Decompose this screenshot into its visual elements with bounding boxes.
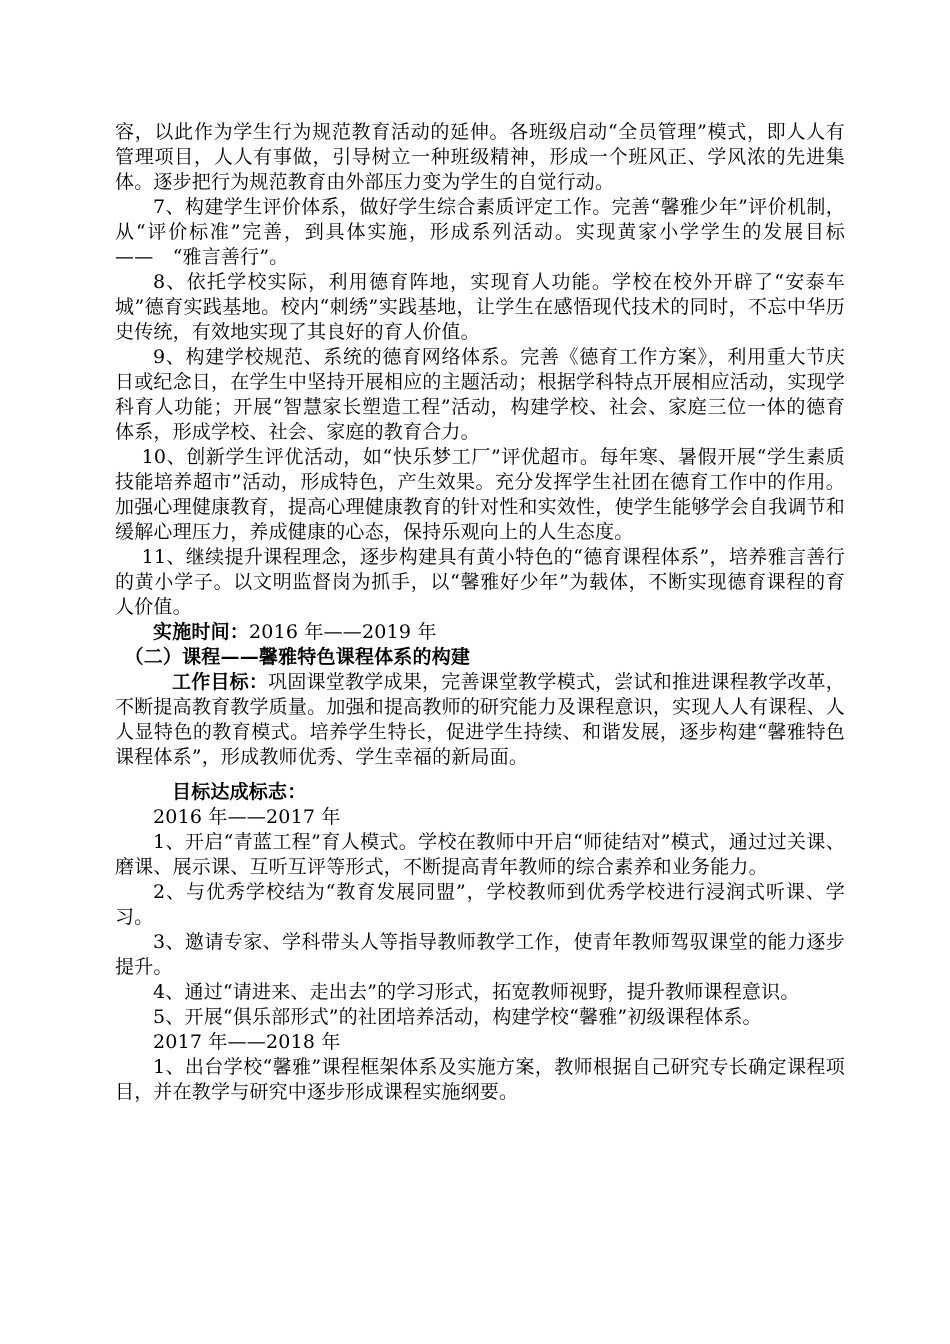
work-goal-label: 工作目标：: [172, 671, 269, 693]
target-heading: 目标达成标志：: [172, 781, 307, 803]
paragraph-item-8: 8、依托学校实际，利用德育阵地，实现育人功能。学校在校外开辟了“安泰车城”德育实践基地。校内“刺绣”实践基地，让学生在感悟现代技术的同时，不忘中华历史传统，有效地实现了其良好的育人价值。: [115, 271, 845, 343]
year1-item-3: 3、邀请专家、学科带头人等指导教师教学工作，使青年教师驾驭课堂的能力逐步提升。: [115, 931, 845, 978]
implementation-time-value: 2016 年——2019 年: [249, 621, 437, 643]
year1-item-2: 2、与优秀学校结为“教育发展同盟”，学校教师到优秀学校进行浸润式听课、学习。: [115, 881, 845, 928]
work-goal-text: 巩固课堂教学成果，完善课堂教学模式，尝试和推进课程教学改革，不断提高教育教学质量。加强和提高教师的研究能力及课程意识，实现人人有课程、人人显特色的教育模式。培养学生特长，促进学生持续、和谐发展，逐步构建“馨雅特色课程体系”，形成教师优秀、学生幸福的新局面。: [115, 671, 845, 768]
implementation-time-label: 实施时间：: [153, 621, 250, 643]
implementation-time-line: [115, 620, 845, 645]
year-range-2016-2017: 2016 年——2017 年: [153, 806, 341, 828]
paragraph-item-9: 9、构建学校规范、系统的德育网络体系。完善《德育工作方案》，利用重大节庆日或纪念日，在学生中坚持开展相应的主题活动；根据学科特点开展相应活动，实现学科育人功能；开展“智慧家长塑造工程”活动，构建学校、社会、家庭三位一体的德育体系，形成学校、社会、家庭的教育合力。: [115, 346, 845, 443]
year2-item-1: 1、出台学校“馨雅”课程框架体系及实施方案，教师根据自己研究专长确定课程项目，并在教学与研究中逐步形成课程实施纲要。: [115, 1056, 845, 1103]
paragraph-item-7: 7、构建学生评价体系，做好学生综合素质评定工作。完善“馨雅少年”评价机制，从“评价标准”完善，到具体实施，形成系列活动。实现黄家小学学生的发展目标—— “雅言善行”。: [115, 196, 845, 268]
year1-item-4: 4、通过“请进来、走出去”的学习形式，拓宽教师视野，提升教师课程意识。: [153, 981, 800, 1003]
paragraph-item-11: 11、继续提升课程理念，逐步构建具有黄小特色的“德育课程体系”，培养雅言善行的黄小学子。以文明监督岗为抓手，以“馨雅好少年”为载体，不断实现德育课程的育人价值。: [115, 546, 845, 618]
document-body: [115, 120, 845, 1105]
paragraph-item-10: 10、创新学生评优活动，如“快乐梦工厂”评优超市。每年寒、暑假开展“学生素质技能培养超市”活动，形成特色，产生效果。充分发挥学生社团在德育工作中的作用。加强心理健康教育，提高心理健康教育的针对性和实效性，使学生能够学会自我调节和缓解心理压力，养成健康的心态，保持乐观向上的人生态度。: [115, 446, 845, 543]
year-range-2017-2018: 2017 年——2018 年: [153, 1031, 341, 1053]
year1-item-5: 5、开展“俱乐部形式”的社团培养活动，构建学校“馨雅”初级课程体系。: [153, 1006, 762, 1028]
section-heading-curriculum: （二）课程——馨雅特色课程体系的构建: [124, 646, 471, 668]
year1-item-1: 1、开启“青蓝工程”育人模式。学校在教师中开启“师徒结对”模式，通过过关课、磨课、展示课、互听互评等形式，不断提高青年教师的综合素养和业务能力。: [115, 831, 845, 878]
work-goal-paragraph: [115, 670, 845, 770]
paragraph-continuation: 容，以此作为学生行为规范教育活动的延伸。各班级启动“全员管理”模式，即人人有管理项目，人人有事做，引导树立一种班级精神，形成一个班风正、学风浓的先进集体。逐步把行为规范教育由外部压力变为学生的自觉行动。: [115, 121, 845, 193]
